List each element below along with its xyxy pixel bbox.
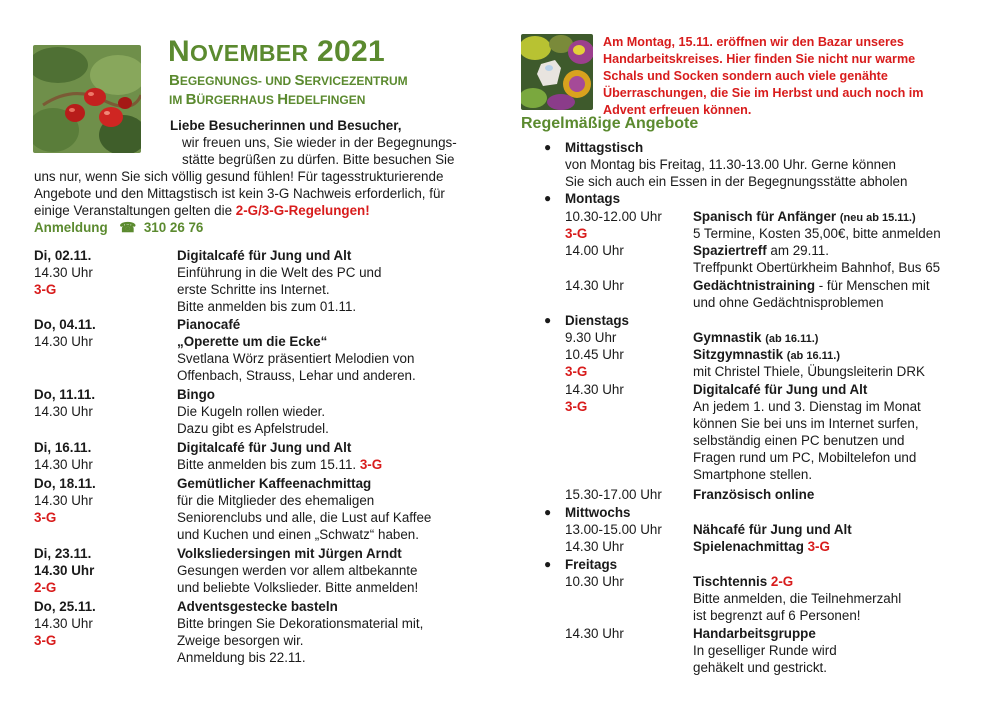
bullet: ● [544,313,552,327]
event-rule: 2-G [34,580,57,595]
category-monday: Montags [565,191,621,206]
offer-rule: 2-G [770,574,794,589]
event-line: Seniorenclubs und alle, die Lust auf Kaffee [177,510,432,525]
event-time: 14.30 Uhr [34,457,93,472]
event-time: 14.30 Uhr [34,493,93,508]
event-line: Offenbach, Strauss, Lehar und anderen. [177,368,416,383]
offer-line: Treffpunkt Obertürkheim Bahnhof, Bus 65 [693,260,941,275]
event-date: Di, 23.11. [34,546,92,561]
event-line: Die Kugeln rollen wieder. [177,404,326,419]
event-line: Einführung in die Welt des PC und [177,265,382,280]
registration-line: Anmeldung ☎ 310 26 76 [34,220,204,235]
rules-highlight: 2-G/3-G-Regelungen! [235,203,370,218]
lunch-line: von Montag bis Freitag, 11.30-13.00 Uhr. Gerne können [565,157,896,172]
offer-title: Spaziertreff am 29.11. [693,243,829,258]
event-line: Bitte anmelden bis zum 01.11. [177,299,357,314]
offer-line: 5 Termine, Kosten 35,00€, bitte anmelden [693,226,941,241]
offer-rule: 3-G [565,399,588,414]
offer-time: 9.30 Uhr [565,330,617,345]
offer-time: 10.30-12.00 Uhr [565,209,662,224]
event-rule: 3-G [34,633,57,648]
event-line: Dazu gibt es Apfelstrudel. [177,421,329,436]
event-title: Gemütlicher Kaffeenachmittag [177,476,372,491]
offer-title: Nähcafé für Jung und Alt [693,522,852,537]
intro-line: wir freuen uns, Sie wieder in der Begegnungs- [182,135,457,150]
rose-hip-photo [33,45,141,153]
event-line: Zweige besorgen wir. [177,633,304,648]
offer-line: und ohne Gedächtnisproblemen [693,295,884,310]
lunch-line: Sie sich auch ein Essen in der Begegnungsstätte abholen [565,174,908,189]
event-line: Svetlana Wörz präsentiert Melodien von [177,351,415,366]
event-line: und Kuchen und einen „Schwatz“ haben. [177,527,419,542]
event-rule: 3-G [359,457,383,472]
offer-line: In geselliger Runde wird [693,643,837,658]
category-lunch: Mittagstisch [565,140,644,155]
intro-line: einige Veranstaltungen gelten die 2-G/3-G-Regelungen! [34,203,370,218]
intro-line: Angebote und den Mittagstisch ist kein 3-G Nachweis erforderlich, für [34,186,445,201]
offer-rule: 3-G [565,364,588,379]
subtitle-line-1: BEGEGNUNGS- UND SERVICEZENTRUM [169,72,408,89]
offer-line: Fragen rund um PC, Mobiltelefon und [693,450,917,465]
phone-icon: ☎ [119,220,137,235]
event-title: Pianocafé [177,317,241,332]
event-line: für die Mitglieder des ehemaligen [177,493,375,508]
event-title: Adventsgestecke basteln [177,599,338,614]
offer-rule: 3-G [565,226,588,241]
event-date: Do, 04.11. [34,317,96,332]
greeting: Liebe Besucherinnen und Besucher, [170,118,402,133]
offer-line: An jedem 1. und 3. Dienstag im Monat [693,399,921,414]
event-rule: 3-G [34,282,57,297]
event-title: Bingo [177,387,215,402]
offer-title: Spanisch für Anfänger (neu ab 15.11.) [693,209,916,224]
event-date: Do, 25.11. [34,599,96,614]
event-time: 14.30 Uhr [34,616,93,631]
offer-title: Französisch online [693,487,815,502]
event-title: Volksliedersingen mit Jürgen Arndt [177,546,402,561]
bullet: ● [544,140,552,154]
offer-time: 14.30 Uhr [565,382,624,397]
event-time: 14.30 Uhr [34,563,95,578]
event-time: 14.30 Uhr [34,404,93,419]
bullet: ● [544,191,552,205]
bazaar-photo [521,34,593,110]
bazaar-announcement: Am Montag, 15.11. eröffnen wir den Bazar unseres Handarbeitskreises. Hier finden Sie nicht nur warme Schals und Socken sondern auch viele genähte Überraschungen, die Sie im Herbst und auch noch im Advent erfreuen können. [603,35,924,117]
event-line: erste Schritte ins Internet. [177,282,330,297]
event-time: 14.30 Uhr [34,265,93,280]
offer-title: Handarbeitsgruppe [693,626,816,641]
offer-rule: 3-G [807,539,830,554]
offer-time: 15.30-17.00 Uhr [565,487,662,502]
event-date: Di, 16.11. [34,440,92,455]
event-title: Digitalcafé für Jung und Alt [177,248,352,263]
offer-title: Spielenachmittag 3-G [693,539,830,554]
event-date: Do, 18.11. [34,476,96,491]
event-rule: 3-G [34,510,57,525]
offer-time: 10.30 Uhr [565,574,624,589]
intro-line: stätte begrüßen zu dürfen. Bitte besuchen Sie [182,152,455,167]
bullet: ● [544,557,552,571]
category-wednesday: Mittwochs [565,505,631,520]
bullet: ● [544,505,552,519]
offer-line: selbständig einen PC benutzen und [693,433,905,448]
event-date: Do, 11.11. [34,387,96,402]
offer-title: Digitalcafé für Jung und Alt [693,382,868,397]
offer-line: ist begrenzt auf 6 Personen! [693,608,861,623]
event-line: Anmeldung bis 22.11. [177,650,306,665]
offer-time: 14.30 Uhr [565,278,624,293]
event-subtitle: „Operette um die Ecke“ [177,334,328,349]
offer-time: 14.30 Uhr [565,626,624,641]
subtitle-line-2: IM BÜRGERHAUS HEDELFINGEN [169,91,366,108]
event-date: Di, 02.11. [34,248,92,263]
event-line: Gesungen werden vor allem altbekannte [177,563,418,578]
offer-time: 10.45 Uhr [565,347,624,362]
event-time: 14.30 Uhr [34,334,93,349]
page-title: NOVEMBER 2021 [168,35,385,68]
event-line: und beliebte Volkslieder. Bitte anmelden! [177,580,419,595]
offer-title: Tischtennis 2-G [693,574,794,589]
intro-line: uns nur, wenn Sie sich völlig gesund fühlen! Für tagesstrukturierende [34,169,444,184]
offer-time: 14.00 Uhr [565,243,624,258]
category-tuesday: Dienstags [565,313,629,328]
event-title: Digitalcafé für Jung und Alt [177,440,352,455]
offer-title: Gedächtnistraining - für Menschen mit [693,278,930,293]
category-friday: Freitags [565,557,618,572]
offer-title: Gymnastik (ab 16.11.) [693,330,819,345]
offer-time: 14.30 Uhr [565,539,624,554]
offer-line: gehäkelt und gestrickt. [693,660,827,675]
phone-number: 310 26 76 [143,220,204,235]
event-line: Bitte bringen Sie Dekorationsmaterial mit, [177,616,424,631]
event-line: Bitte anmelden bis zum 15.11. 3-G [177,457,383,472]
offer-line: mit Christel Thiele, Übungsleiterin DRK [693,364,925,379]
offer-line: können Sie bei uns im Internet surfen, [693,416,919,431]
offer-time: 13.00-15.00 Uhr [565,522,662,537]
offer-line: Bitte anmelden, die Teilnehmerzahl [693,591,902,606]
offer-title: Sitzgymnastik (ab 16.11.) [693,347,840,362]
offer-line: Smartphone stellen. [693,467,813,482]
regular-offers-heading: Regelmäßige Angebote [521,115,699,132]
